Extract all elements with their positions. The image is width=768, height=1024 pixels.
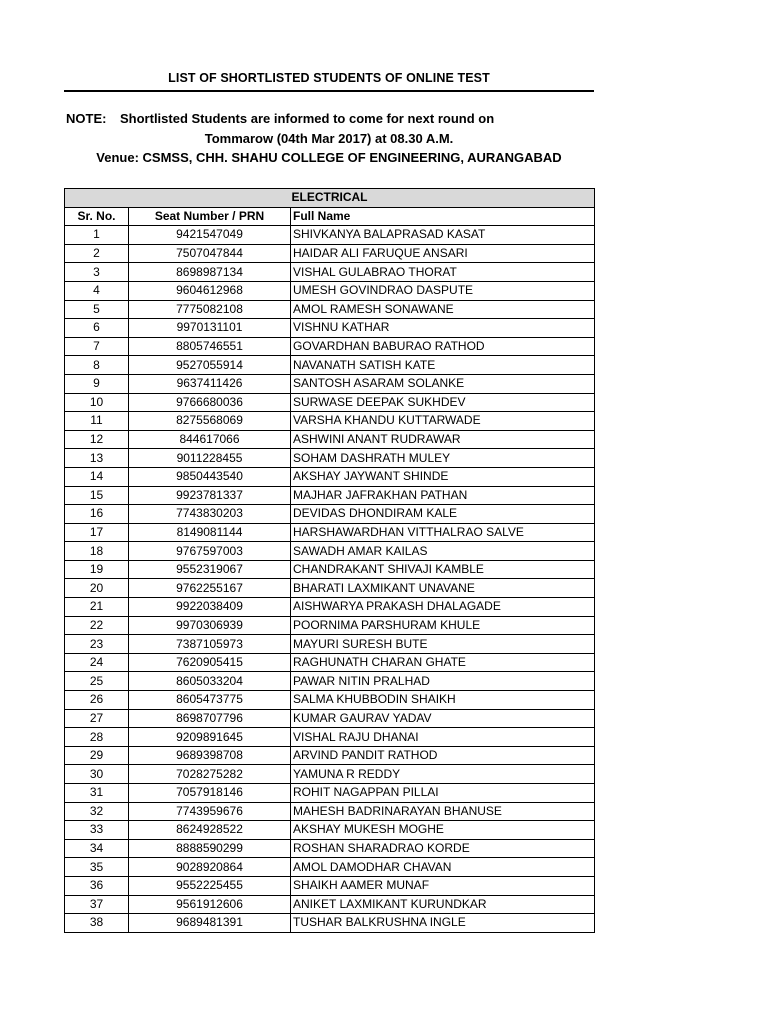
- table-row: [65, 653, 595, 672]
- full-name-cell: DEVIDAS DHONDIRAM KALE: [291, 505, 595, 524]
- document-title: LIST OF SHORTLISTED STUDENTS OF ONLINE TEST: [168, 71, 490, 85]
- full-name-cell: HAIDAR ALI FARUQUE ANSARI: [291, 244, 595, 263]
- table-row: [65, 430, 595, 449]
- seat-number-cell: 8624928522: [129, 821, 291, 840]
- sr-no-cell: 14: [65, 467, 129, 486]
- table-row: [65, 467, 595, 486]
- sr-no-cell: 13: [65, 449, 129, 468]
- seat-number-cell: 7743959676: [129, 802, 291, 821]
- seat-number-cell: 9552225455: [129, 876, 291, 895]
- seat-number-cell: 8275568069: [129, 412, 291, 431]
- seat-number-cell: 9923781337: [129, 486, 291, 505]
- seat-number-cell: 7775082108: [129, 300, 291, 319]
- table-row: [65, 895, 595, 914]
- sr-no-cell: 2: [65, 244, 129, 263]
- table-row: [65, 746, 595, 765]
- full-name-cell: AKSHAY MUKESH MOGHE: [291, 821, 595, 840]
- note-line-2: Tommarow (04th Mar 2017) at 08.30 A.M.: [204, 131, 454, 146]
- full-name-cell: ANIKET LAXMIKANT KURUNDKAR: [291, 895, 595, 914]
- full-name-cell: SHAIKH AAMER MUNAF: [291, 876, 595, 895]
- table-body: [65, 226, 595, 933]
- sr-no-cell: 25: [65, 672, 129, 691]
- table-row: [65, 337, 595, 356]
- table-row: [65, 821, 595, 840]
- seat-number-cell: 7387105973: [129, 635, 291, 654]
- table-row: [65, 505, 595, 524]
- seat-number-cell: 8698987134: [129, 263, 291, 282]
- table-row: [65, 523, 595, 542]
- sr-no-cell: 8: [65, 356, 129, 375]
- table-row: [65, 393, 595, 412]
- full-name-cell: ROHIT NAGAPPAN PILLAI: [291, 784, 595, 803]
- seat-number-cell: 7507047844: [129, 244, 291, 263]
- seat-number-cell: 9850443540: [129, 467, 291, 486]
- table-row: [65, 226, 595, 245]
- full-name-cell: TUSHAR BALKRUSHNA INGLE: [291, 914, 595, 933]
- table-row: [65, 598, 595, 617]
- table-row: [65, 802, 595, 821]
- sr-no-cell: 12: [65, 430, 129, 449]
- sr-no-cell: 6: [65, 319, 129, 338]
- column-header-seat-number: Seat Number / PRN: [129, 207, 291, 226]
- sr-no-cell: 20: [65, 579, 129, 598]
- full-name-cell: SANTOSH ASARAM SOLANKE: [291, 374, 595, 393]
- sr-no-cell: 37: [65, 895, 129, 914]
- table-row: [65, 709, 595, 728]
- seat-number-cell: 9767597003: [129, 542, 291, 561]
- sr-no-cell: 5: [65, 300, 129, 319]
- sr-no-cell: 30: [65, 765, 129, 784]
- seat-number-cell: 9689398708: [129, 746, 291, 765]
- table-row: [65, 560, 595, 579]
- seat-number-cell: 8149081144: [129, 523, 291, 542]
- seat-number-cell: 9552319067: [129, 560, 291, 579]
- full-name-cell: VISHAL GULABRAO THORAT: [291, 263, 595, 282]
- full-name-cell: SALMA KHUBBODIN SHAIKH: [291, 691, 595, 710]
- sr-no-cell: 19: [65, 560, 129, 579]
- sr-no-cell: 27: [65, 709, 129, 728]
- seat-number-cell: 7057918146: [129, 784, 291, 803]
- column-header-full-name: Full Name: [291, 207, 595, 226]
- full-name-cell: ASHWINI ANANT RUDRAWAR: [291, 430, 595, 449]
- sr-no-cell: 15: [65, 486, 129, 505]
- full-name-cell: SOHAM DASHRATH MULEY: [291, 449, 595, 468]
- table-row: [65, 412, 595, 431]
- full-name-cell: ARVIND PANDIT RATHOD: [291, 746, 595, 765]
- full-name-cell: AKSHAY JAYWANT SHINDE: [291, 467, 595, 486]
- seat-number-cell: 9028920864: [129, 858, 291, 877]
- table-row: [65, 914, 595, 933]
- sr-no-cell: 28: [65, 728, 129, 747]
- full-name-cell: GOVARDHAN BABURAO RATHOD: [291, 337, 595, 356]
- table-row: [65, 356, 595, 375]
- table-row: [65, 542, 595, 561]
- sr-no-cell: 36: [65, 876, 129, 895]
- table-row: [65, 765, 595, 784]
- sr-no-cell: 11: [65, 412, 129, 431]
- full-name-cell: ROSHAN SHARADRAO KORDE: [291, 839, 595, 858]
- table-row: [65, 374, 595, 393]
- column-header-sr-no: Sr. No.: [65, 207, 129, 226]
- note-venue-line: Venue: CSMSS, CHH. SHAHU COLLEGE OF ENGINEERING, AURANGABAD: [96, 150, 562, 165]
- table-row: [65, 263, 595, 282]
- full-name-cell: SAWADH AMAR KAILAS: [291, 542, 595, 561]
- table-row: [65, 486, 595, 505]
- sr-no-cell: 1: [65, 226, 129, 245]
- sr-no-cell: 35: [65, 858, 129, 877]
- sr-no-cell: 24: [65, 653, 129, 672]
- note-label: NOTE:: [66, 111, 107, 126]
- seat-number-cell: 8605473775: [129, 691, 291, 710]
- full-name-cell: BHARATI LAXMIKANT UNAVANE: [291, 579, 595, 598]
- full-name-cell: PAWAR NITIN PRALHAD: [291, 672, 595, 691]
- full-name-cell: UMESH GOVINDRAO DASPUTE: [291, 281, 595, 300]
- table-row: [65, 281, 595, 300]
- seat-number-cell: 8605033204: [129, 672, 291, 691]
- table-row: [65, 449, 595, 468]
- full-name-cell: VISHNU KATHAR: [291, 319, 595, 338]
- seat-number-cell: 9689481391: [129, 914, 291, 933]
- shortlist-table: [64, 188, 595, 933]
- seat-number-cell: 7028275282: [129, 765, 291, 784]
- seat-number-cell: 9209891645: [129, 728, 291, 747]
- seat-number-cell: 7620905415: [129, 653, 291, 672]
- full-name-cell: AMOL RAMESH SONAWANE: [291, 300, 595, 319]
- sr-no-cell: 18: [65, 542, 129, 561]
- seat-number-cell: 9762255167: [129, 579, 291, 598]
- table-row: [65, 244, 595, 263]
- seat-number-cell: 8888590299: [129, 839, 291, 858]
- full-name-cell: SHIVKANYA BALAPRASAD KASAT: [291, 226, 595, 245]
- sr-no-cell: 26: [65, 691, 129, 710]
- table-row: [65, 784, 595, 803]
- full-name-cell: VARSHA KHANDU KUTTARWADE: [291, 412, 595, 431]
- full-name-cell: SURWASE DEEPAK SUKHDEV: [291, 393, 595, 412]
- table-row: [65, 635, 595, 654]
- seat-number-cell: 9766680036: [129, 393, 291, 412]
- title-underline: [64, 90, 594, 92]
- seat-number-cell: 8698707796: [129, 709, 291, 728]
- seat-number-cell: 7743830203: [129, 505, 291, 524]
- full-name-cell: AMOL DAMODHAR CHAVAN: [291, 858, 595, 877]
- sr-no-cell: 10: [65, 393, 129, 412]
- table-row: [65, 876, 595, 895]
- sr-no-cell: 32: [65, 802, 129, 821]
- seat-number-cell: 9637411426: [129, 374, 291, 393]
- sr-no-cell: 17: [65, 523, 129, 542]
- section-title: ELECTRICAL: [65, 189, 595, 208]
- full-name-cell: MAJHAR JAFRAKHAN PATHAN: [291, 486, 595, 505]
- full-name-cell: HARSHAWARDHAN VITTHALRAO SALVE: [291, 523, 595, 542]
- full-name-cell: POORNIMA PARSHURAM KHULE: [291, 616, 595, 635]
- section-header-row: [65, 189, 595, 208]
- sr-no-cell: 7: [65, 337, 129, 356]
- seat-number-cell: 9421547049: [129, 226, 291, 245]
- table-row: [65, 691, 595, 710]
- seat-number-cell: 9527055914: [129, 356, 291, 375]
- seat-number-cell: 844617066: [129, 430, 291, 449]
- full-name-cell: AISHWARYA PRAKASH DHALAGADE: [291, 598, 595, 617]
- sr-no-cell: 38: [65, 914, 129, 933]
- full-name-cell: MAHESH BADRINARAYAN BHANUSE: [291, 802, 595, 821]
- full-name-cell: CHANDRAKANT SHIVAJI KAMBLE: [291, 560, 595, 579]
- note-line-1: Shortlisted Students are informed to come for next round on: [120, 111, 495, 126]
- sr-no-cell: 16: [65, 505, 129, 524]
- seat-number-cell: 9561912606: [129, 895, 291, 914]
- table-row: [65, 616, 595, 635]
- full-name-cell: YAMUNA R REDDY: [291, 765, 595, 784]
- full-name-cell: MAYURI SURESH BUTE: [291, 635, 595, 654]
- sr-no-cell: 4: [65, 281, 129, 300]
- sr-no-cell: 3: [65, 263, 129, 282]
- table-row: [65, 579, 595, 598]
- sr-no-cell: 22: [65, 616, 129, 635]
- seat-number-cell: 8805746551: [129, 337, 291, 356]
- table-row: [65, 300, 595, 319]
- sr-no-cell: 31: [65, 784, 129, 803]
- sr-no-cell: 33: [65, 821, 129, 840]
- seat-number-cell: 9970306939: [129, 616, 291, 635]
- table-row: [65, 858, 595, 877]
- seat-number-cell: 9970131101: [129, 319, 291, 338]
- seat-number-cell: 9922038409: [129, 598, 291, 617]
- table-row: [65, 319, 595, 338]
- sr-no-cell: 21: [65, 598, 129, 617]
- sr-no-cell: 23: [65, 635, 129, 654]
- table-row: [65, 839, 595, 858]
- full-name-cell: KUMAR GAURAV YADAV: [291, 709, 595, 728]
- sr-no-cell: 34: [65, 839, 129, 858]
- seat-number-cell: 9011228455: [129, 449, 291, 468]
- full-name-cell: VISHAL RAJU DHANAI: [291, 728, 595, 747]
- table-row: [65, 672, 595, 691]
- sr-no-cell: 29: [65, 746, 129, 765]
- table-row: [65, 728, 595, 747]
- sr-no-cell: 9: [65, 374, 129, 393]
- seat-number-cell: 9604612968: [129, 281, 291, 300]
- column-header-row: [65, 207, 595, 226]
- full-name-cell: RAGHUNATH CHARAN GHATE: [291, 653, 595, 672]
- full-name-cell: NAVANATH SATISH KATE: [291, 356, 595, 375]
